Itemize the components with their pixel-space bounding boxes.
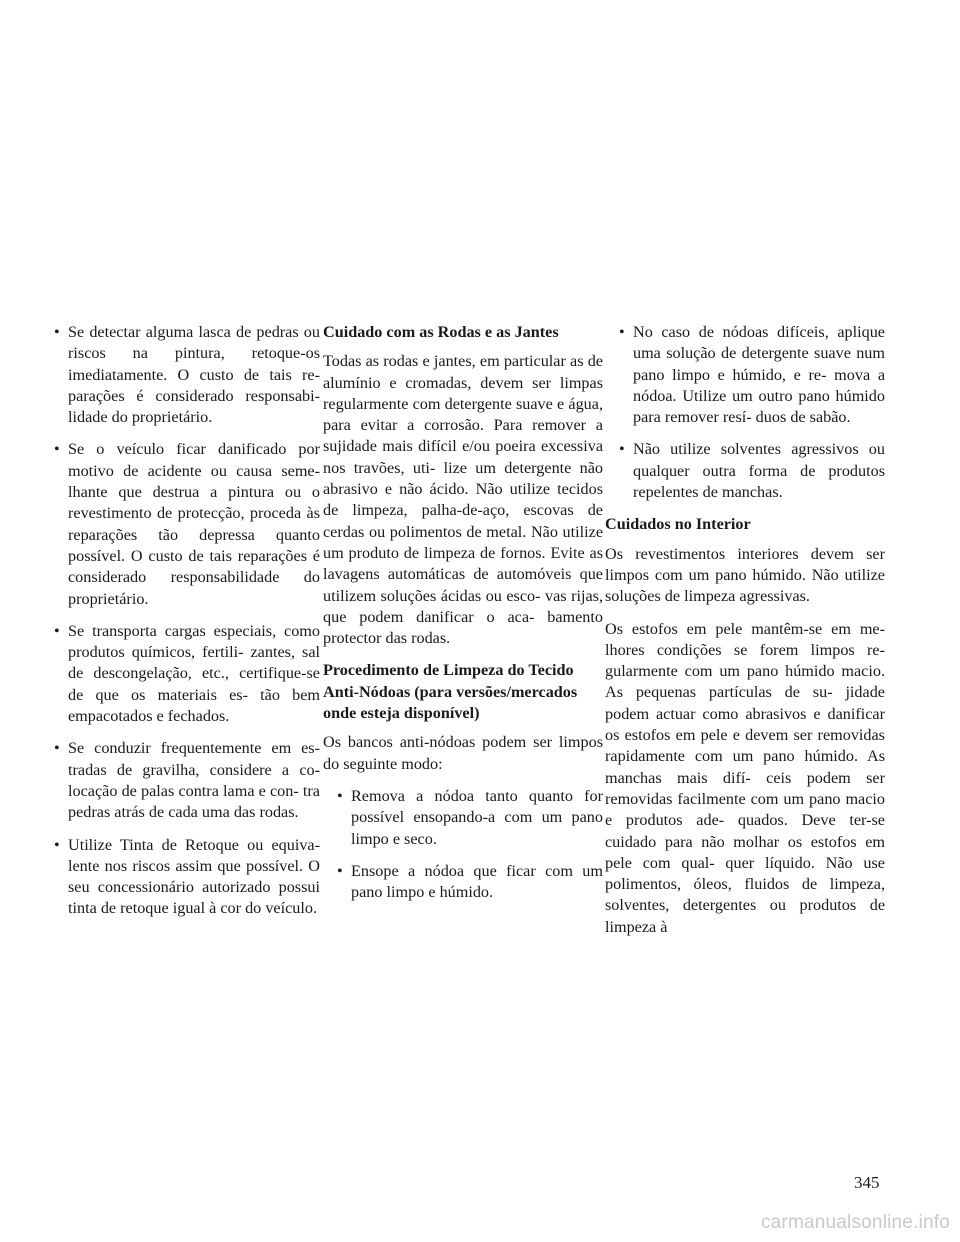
paragraph-leather: Os estofos em pele mantêm-se em me- lhores condições se forem limpos re- gularmente com um pano húmido macio. As pequenas partículas de su- jidade podem actuar como abrasivos e danificar os estofos em pele e devem ser removidas rapidamente com um pano húmido. As manchas mais difí- ceis podem ser removidas facilmente com um pano macio e produtos ade- quados. Deve ter-se cuidado para não molhar os estofos em pele com qual- quer líquido. Não use polimentos, óleos, fluidos de limpeza, solventes, detergentes ou produtos de limpeza à [605, 619, 885, 936]
list-item: • No caso de nódoas difíceis, aplique uma solução de detergente suave num pano limpo e húmido, e re- mova a nódoa. Utilize um outro pano húmido para remover resí- duos de sabão. [619, 323, 885, 427]
watermark: carmanualsonline.info [760, 1212, 950, 1233]
paragraph-interior: Os revestimentos interiores devem ser limpos com um pano húmido. Não utilize soluções de limpeza agressivas. [605, 544, 885, 606]
bullet-icon: • [337, 861, 343, 880]
bullet-icon: • [54, 739, 60, 758]
bullet-icon: • [54, 323, 60, 341]
bullet-list-maintenance [40, 322, 320, 920]
list-item: • Se transporta cargas especiais, como produtos químicos, fertili- zantes, sal de descongelação, etc., certifique-se de que os materiais es- tão bem empacotados e fechados. [54, 621, 320, 726]
bullet-icon: • [619, 323, 625, 341]
section-heading-fabric: Procedimento de Limpeza do Tecido Anti-Nódoas (para versões/mercados onde esteja disponível) [323, 661, 578, 723]
column-right [605, 322, 885, 949]
list-item: • Não utilize solventes agressivos ou qualquer outra forma de produtos repelentes de manchas. [619, 440, 885, 502]
list-item: • Ensope a nódoa que ficar com um pano limpo e húmido. [337, 861, 603, 902]
bullet-icon: • [54, 621, 60, 640]
bullet-icon: • [54, 440, 60, 459]
section-heading-wheels: Cuidado com as Rodas e as Jantes [323, 323, 559, 341]
paragraph-fabric-intro: Os bancos anti-nódoas podem ser limpos do seguinte modo: [323, 733, 603, 773]
list-item: • Se conduzir frequentemente em es- tradas de gravilha, considere a co- locação de palas contra lama e con- tra pedras atrás de cada uma das rodas. [54, 739, 320, 822]
bullet-icon: • [337, 786, 343, 805]
column-middle [323, 322, 603, 914]
bullet-icon: • [54, 835, 60, 854]
paragraph-wheels: Todas as rodas e jantes, em particular as de alumínio e cromadas, devem ser limpas regularmente com detergente suave e água, para evitar a corrosão. Para remover a sujidade mais difícil e/ou poeira excessiva nos travões, uti- lize um detergente não abrasivo e não ácido. Não utilize tecidos de limpeza, palha-de-aço, escovas de cerdas ou polimentos de metal. Não utilize um produto de limpeza de fornos. Evite as lavagens automáticas de automóveis que utilizem soluções ácidas ou esco- vas rijas, que podem danificar o aca- bamento protector das rodas. [323, 352, 603, 648]
bullet-icon: • [619, 440, 625, 459]
list-item: • Se detectar alguma lasca de pedras ou riscos na pintura, retoque-os imediatamente. O custo de tais re- parações é considerado responsabi- lidade do proprietário. [54, 323, 320, 427]
list-item: • Se o veículo ficar danificado por motivo de acidente ou causa seme- lhante que destrua a pintura ou o revestimento de protecção, proceda às reparações tão depressa quanto possível. O custo de tais reparações é considerado responsabilidade do proprietário. [54, 440, 320, 608]
list-item: • Utilize Tinta de Retoque ou equiva- lente nos riscos assim que possível. O seu concessionário autorizado possui tinta de retoque igual à cor do veículo. [54, 835, 320, 918]
column-left [40, 322, 320, 931]
list-item: • Remova a nódoa tanto quanto for possível ensopando-a com um pano limpo e seco. [337, 786, 603, 848]
bullet-list-stains [605, 322, 885, 503]
section-heading-interior: Cuidados no Interior [605, 515, 751, 534]
page-number: 345 [854, 1173, 880, 1192]
bullet-list-fabric [323, 786, 603, 903]
